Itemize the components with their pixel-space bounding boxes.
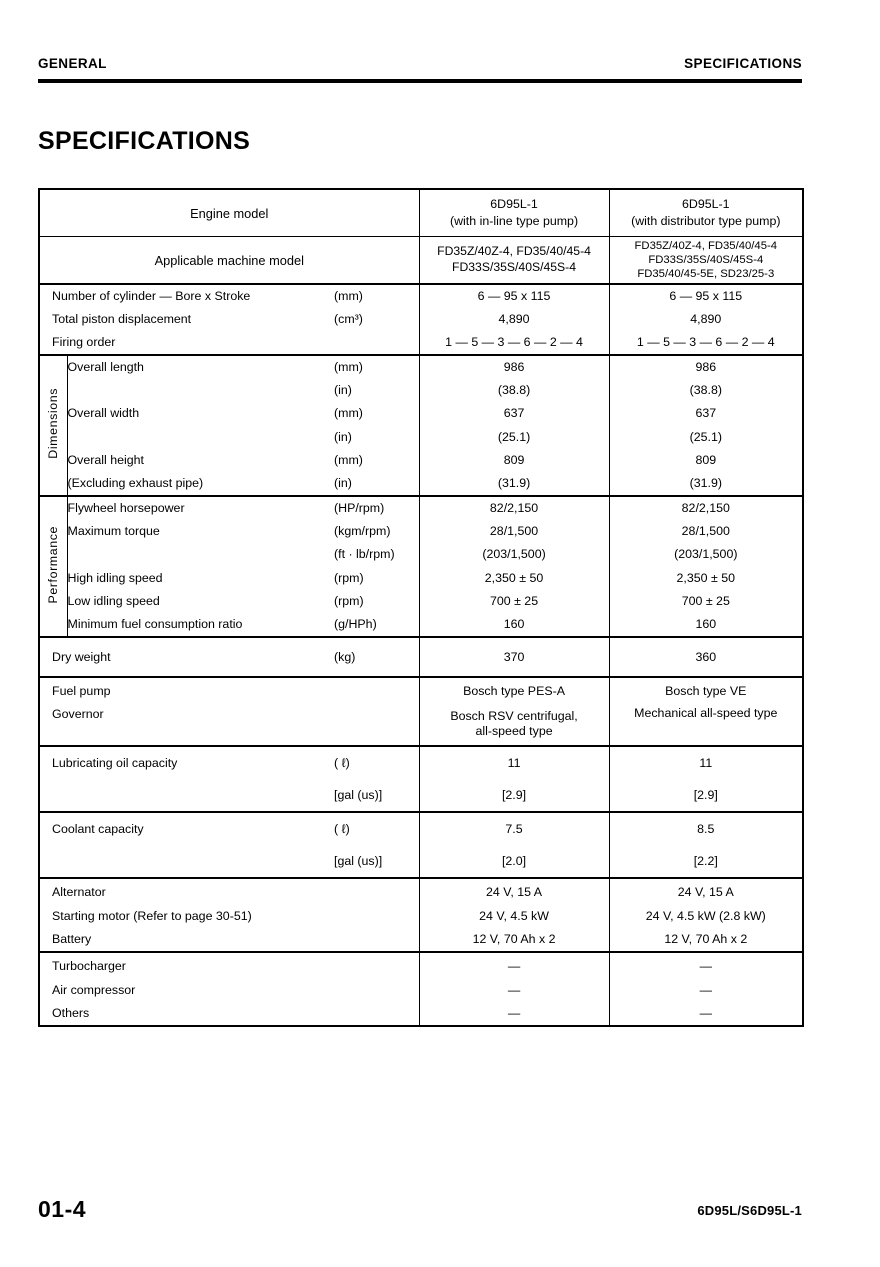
table-row-high-idling-speed [39,566,803,590]
page-title: SPECIFICATIONS [38,127,251,155]
fuel-pump-col2: Bosch type VE [609,677,803,704]
row-unit-low-idling-speed: (rpm) [334,594,364,609]
row-unit-air-compressor [334,979,419,1003]
running-header-right: SPECIFICATIONS [684,56,802,71]
table-row-overall-height-in [39,472,803,496]
section-label-performance: Performance [39,496,67,637]
row-label-low-idling-speed: Low idling speed [67,594,160,609]
row-unit-flywheel-horsepower: (HP/rpm) [334,496,419,520]
row-label-turbocharger: Turbocharger [39,952,334,979]
table-row-firing-order [39,331,803,355]
displacement-value-col1: 4,890 [419,308,609,332]
table-row-lube-oil-l [39,746,803,779]
alternator-col1: 24 V, 15 A [419,878,609,905]
dry-weight-col2: 360 [609,637,803,677]
table-row-cylinder [39,284,803,308]
row-label-overall-length: Overall length [67,355,334,379]
max-torque-ftlb-col2: (203/1,500) [609,543,803,567]
row-unit-lube-oil-gal: [gal (us)] [334,787,383,802]
header-rule [38,79,802,83]
table-row-overall-length-mm [39,355,803,379]
overall-width-mm-col1: 637 [419,402,609,426]
table-row-starting-motor [39,905,803,929]
row-label-air-compressor: Air compressor [39,979,334,1003]
flywheel-horsepower-col1: 82/2,150 [419,496,609,520]
table-row-overall-width-mm [39,402,803,426]
row-unit-others [334,1002,419,1026]
table-row-min-fuel-consumption [39,613,803,637]
row-unit-min-fuel-consumption: (g/HPh) [334,617,377,632]
others-col1: — [419,1002,609,1026]
displacement-value-col2: 4,890 [609,308,803,332]
row-unit-coolant-l: ( ℓ) [334,812,419,845]
column-2-machines [609,237,803,285]
row-label-maximum-torque: Maximum torque [67,523,160,538]
row-unit-displacement: (cm³) [334,312,363,327]
dry-weight-col1: 370 [419,637,609,677]
overall-length-in-col2: (38.8) [609,378,803,402]
row-label-displacement: Total piston displacement [39,308,334,332]
min-fuel-consumption-col1: 160 [419,613,609,637]
others-col2: — [609,1002,803,1026]
overall-height-mm-col1: 809 [419,449,609,473]
alternator-col2: 24 V, 15 A [609,878,803,905]
row-label-dry-weight: Dry weight [39,637,334,677]
row-label-others: Others [39,1002,334,1026]
starting-motor-col1: 24 V, 4.5 kW [419,905,609,929]
row-label-blank [39,845,334,878]
column-1-pump-type: (with in-line type pump) [449,214,579,228]
row-unit-starting-motor [334,905,419,929]
row-unit-overall-width-mm: (mm) [334,406,363,421]
row-unit-max-torque-kgm: (kgm/rpm) [334,523,391,538]
footer-page-number: 01-4 [38,1196,87,1222]
row-unit-turbocharger [334,952,419,979]
table-row-dry-weight [39,637,803,677]
machine-model: FD35Z/40Z-4, FD35/40/45-4 [634,240,778,252]
lube-oil-gal-col2: [2.9] [609,779,803,812]
firing-order-value-col1: 1 — 5 — 3 — 6 — 2 — 4 [419,331,609,355]
turbocharger-col1: — [419,952,609,979]
machine-model: FD33S/35S/40S/45S-4 [452,260,577,274]
row-label-high-idling-speed: High idling speed [67,570,163,585]
governor-col1: Bosch RSV centrifugal, all-speed type [419,704,609,746]
overall-height-in-col2: (31.9) [609,472,803,496]
row-unit-cylinder: (mm) [334,284,419,308]
overall-length-mm-col1: 986 [419,355,609,379]
max-torque-kgm-col1: 28/1,500 [419,519,609,543]
column-2-name: 6D95L-1 [682,197,730,212]
row-unit-overall-length-in: (in) [334,382,352,397]
table-row-overall-width-in [39,425,803,449]
table-row-coolant-l [39,812,803,845]
column-1-machines [419,237,609,285]
governor-col2: Mechanical all-speed type [609,704,803,746]
coolant-gal-col1: [2.0] [419,845,609,878]
row-label-blank [67,425,334,449]
low-idling-speed-col2: 700 ± 25 [609,590,803,614]
engine-model-label: Engine model [39,189,419,237]
row-label-blank [67,378,334,402]
machine-model: FD35/40/45-5E, SD23/25-3 [637,268,775,280]
row-label-coolant-capacity: Coolant capacity [39,812,334,845]
table-row-overall-height-mm [39,449,803,473]
row-label-blank [39,779,334,812]
table-row-governor [39,704,803,746]
row-unit-governor [334,704,419,746]
table-row-lube-oil-gal [39,779,803,812]
column-2-pump-type: (with distributor type pump) [631,214,781,228]
max-torque-ftlb-col1: (203/1,500) [419,543,609,567]
row-unit-max-torque-ftlb: (ft · lb/rpm) [334,547,395,562]
table-row-battery [39,928,803,952]
column-1-name: 6D95L-1 [490,197,538,212]
row-unit-dry-weight: (kg) [334,637,419,677]
row-label-firing-order: Firing order [39,331,334,355]
footer-model: 6D95L/S6D95L-1 [697,1203,802,1218]
coolant-l-col2: 8.5 [609,812,803,845]
table-row-overall-length-in [39,378,803,402]
specifications-table [38,188,804,1027]
cylinder-value-col2: 6 — 95 x 115 [609,284,803,308]
lube-oil-l-col1: 11 [419,746,609,779]
flywheel-horsepower-col2: 82/2,150 [609,496,803,520]
row-unit-overall-height-in: (in) [334,476,352,491]
row-label-alternator: Alternator [39,878,334,905]
row-label-flywheel-horsepower: Flywheel horsepower [67,496,334,520]
fuel-pump-col1: Bosch type PES-A [419,677,609,704]
high-idling-speed-col1: 2,350 ± 50 [419,566,609,590]
row-label-overall-width: Overall width [67,406,140,421]
overall-height-in-col1: (31.9) [419,472,609,496]
machine-model: FD35Z/40Z-4, FD35/40/45-4 [437,244,591,259]
table-row-others [39,1002,803,1026]
overall-length-mm-col2: 986 [609,355,803,379]
table-row-fuel-pump [39,677,803,704]
row-label-lubricating-oil-capacity: Lubricating oil capacity [39,746,334,779]
overall-height-mm-col2: 809 [609,449,803,473]
column-header-1 [419,189,609,237]
low-idling-speed-col1: 700 ± 25 [419,590,609,614]
section-label-dimensions: Dimensions [39,355,67,496]
turbocharger-col2: — [609,952,803,979]
row-label-battery: Battery [39,928,334,952]
cylinder-value-col1: 6 — 95 x 115 [419,284,609,308]
row-label-excluding-exhaust-pipe: (Excluding exhaust pipe) [67,476,204,491]
overall-width-in-col2: (25.1) [609,425,803,449]
air-compressor-col2: — [609,979,803,1003]
table-row-coolant-gal [39,845,803,878]
row-unit-lube-oil-l: ( ℓ) [334,746,419,779]
lube-oil-l-col2: 11 [609,746,803,779]
row-unit-coolant-gal: [gal (us)] [334,853,383,868]
min-fuel-consumption-col2: 160 [609,613,803,637]
overall-width-in-col1: (25.1) [419,425,609,449]
running-header-left: GENERAL [38,56,107,71]
lube-oil-gal-col1: [2.9] [419,779,609,812]
row-label-overall-height: Overall height [67,453,144,468]
row-label-starting-motor: Starting motor (Refer to page 30-51) [39,905,334,929]
high-idling-speed-col2: 2,350 ± 50 [609,566,803,590]
row-label-fuel-pump: Fuel pump [39,677,334,704]
table-row-turbocharger [39,952,803,979]
running-header [38,56,802,71]
row-unit-overall-height-mm: (mm) [334,453,363,468]
column-header-2 [609,189,803,237]
starting-motor-col2: 24 V, 4.5 kW (2.8 kW) [609,905,803,929]
overall-length-in-col1: (38.8) [419,378,609,402]
overall-width-mm-col2: 637 [609,402,803,426]
machine-model: FD33S/35S/40S/45S-4 [648,254,764,266]
firing-order-value-col2: 1 — 5 — 3 — 6 — 2 — 4 [609,331,803,355]
table-row-low-idling-speed [39,590,803,614]
table-row-flywheel-horsepower [39,496,803,520]
table-row-engine-model [39,189,803,237]
row-label-governor: Governor [39,704,334,746]
coolant-l-col1: 7.5 [419,812,609,845]
row-unit-firing-order [334,331,419,355]
row-unit-battery [334,928,419,952]
row-unit-overall-width-in: (in) [334,429,352,444]
coolant-gal-col2: [2.2] [609,845,803,878]
battery-col1: 12 V, 70 Ah x 2 [419,928,609,952]
row-unit-fuel-pump [334,677,419,704]
row-label-cylinder: Number of cylinder — Bore x Stroke [39,284,334,308]
table-row-max-torque-ftlb [39,543,803,567]
air-compressor-col1: — [419,979,609,1003]
battery-col2: 12 V, 70 Ah x 2 [609,928,803,952]
table-row-displacement [39,308,803,332]
row-unit-alternator [334,878,419,905]
table-row-applicable-machine [39,237,803,285]
table-row-alternator [39,878,803,905]
row-label-blank [67,543,334,567]
row-unit-overall-length-mm: (mm) [334,355,419,379]
max-torque-kgm-col2: 28/1,500 [609,519,803,543]
table-row-max-torque-kgm [39,519,803,543]
row-unit-high-idling-speed: (rpm) [334,570,364,585]
row-label-min-fuel-consumption: Minimum fuel consumption ratio [67,617,243,632]
applicable-machine-label: Applicable machine model [39,237,419,285]
table-row-air-compressor [39,979,803,1003]
